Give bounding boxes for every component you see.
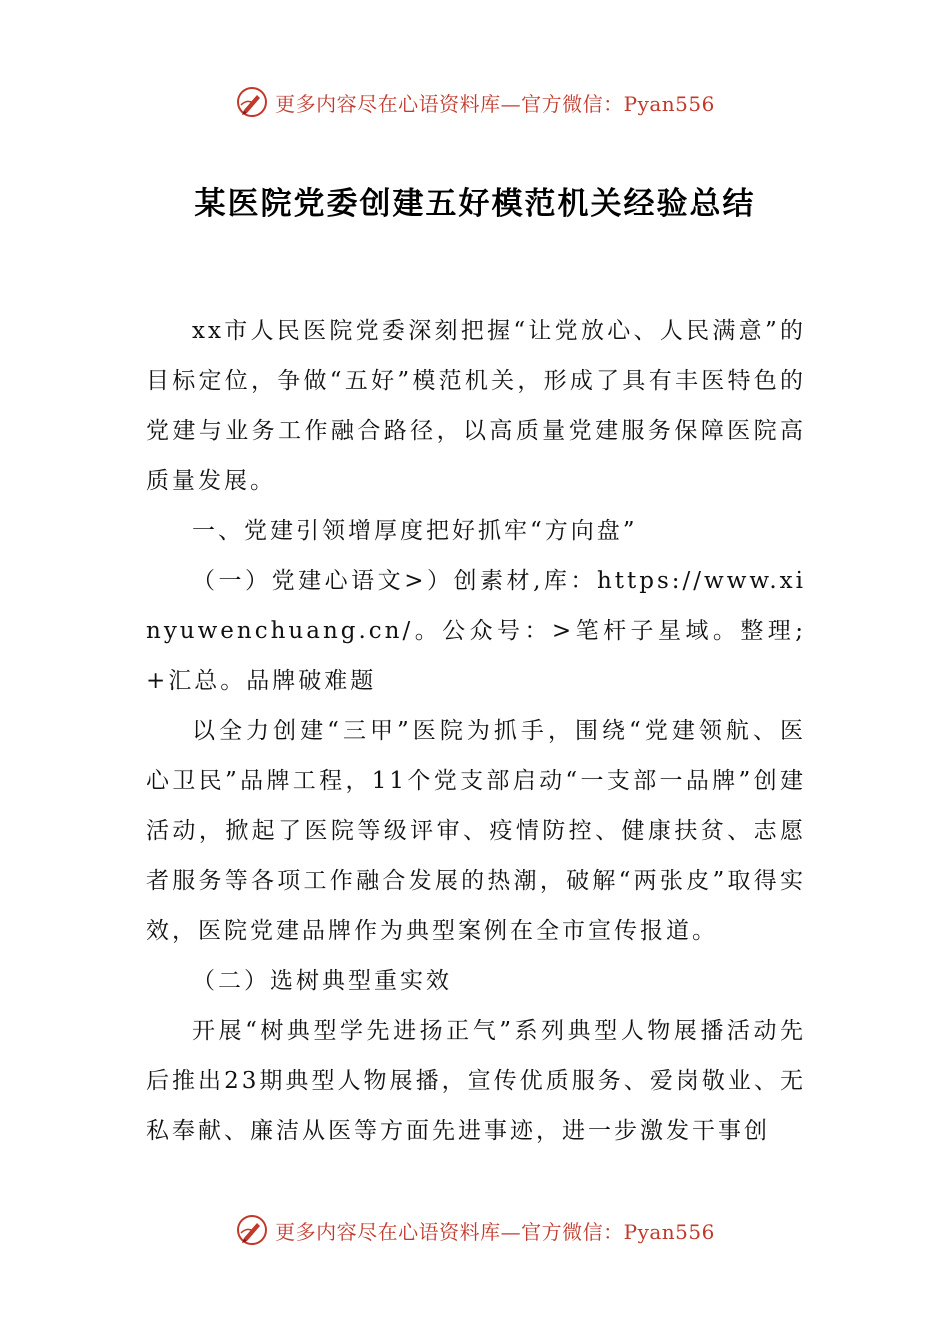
- paragraph-intro: xx市人民医院党委深刻把握“让党放心、人民满意”的目标定位，争做“五好”模范机关，形成了具有丰医特色的党建与业务工作融合路径，以高质量党建服务保障医院高质量发展。: [146, 318, 806, 494]
- header-banner: [0, 82, 950, 122]
- section-heading-1: 一、党建引领增厚度把好抓牢“方向盘”: [192, 518, 638, 544]
- header-banner-text: 更多内容尽在心语资料库—官方微信：Pyan556: [275, 91, 715, 116]
- document-body: [146, 306, 806, 1156]
- subsection-heading-1: （一）党建心语文>）创素材,库：https://www.xinyuwenchuang.cn/。公众号：>笔杆子星域。整理;+汇总。品牌破难题: [146, 568, 806, 694]
- subsection-heading-2: （二）选树典型重实效: [192, 968, 452, 994]
- paragraph-brand: 以全力创建“三甲”医院为抓手，围绕“党建领航、医心卫民”品牌工程，11个党支部启动“一支部一品牌”创建活动，掀起了医院等级评审、疫情防控、健康扶贫、志愿者服务等各项工作融合发展的热潮，破解“两张皮”取得实效，医院党建品牌作为典型案例在全市宣传报道。: [146, 718, 806, 944]
- footer-banner: [0, 1210, 950, 1250]
- paragraph-models: 开展“树典型学先进扬正气”系列典型人物展播活动先后推出23期典型人物展播，宣传优质服务、爱岗敬业、无私奉献、廉洁从医等方面先进事迹，进一步激发干事创: [146, 1018, 806, 1144]
- pen-logo-icon: [235, 1213, 269, 1247]
- pen-logo-icon: [235, 85, 269, 119]
- document-title: 某医院党委创建五好模范机关经验总结: [194, 186, 756, 222]
- footer-banner-text: 更多内容尽在心语资料库—官方微信：Pyan556: [275, 1219, 715, 1244]
